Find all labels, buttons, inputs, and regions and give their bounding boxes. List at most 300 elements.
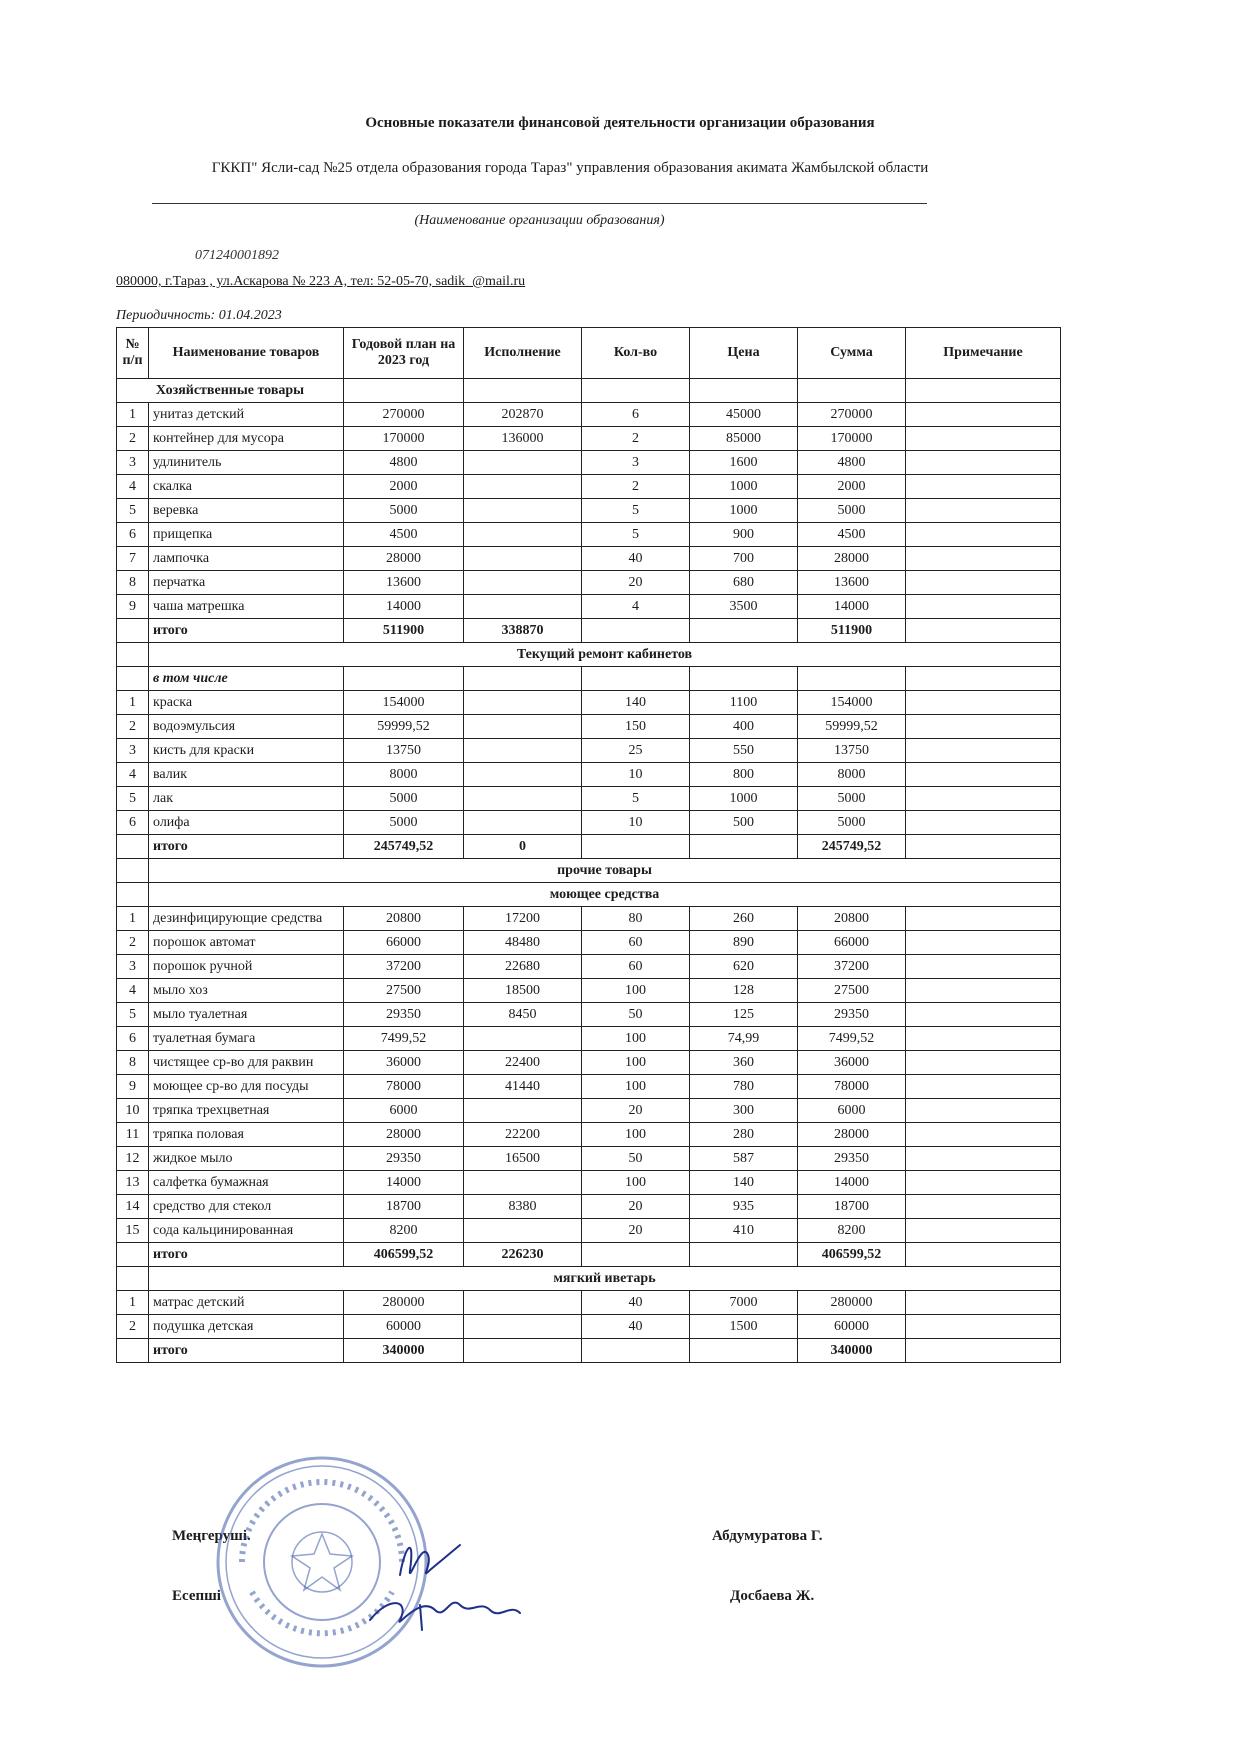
empty-cell [690,835,798,859]
empty-cell [798,379,906,403]
subsection-row [117,667,1061,691]
row-number: 9 [117,595,149,619]
price-value: 7000 [690,1291,798,1315]
item-name: олифа [149,811,344,835]
sum-value: 27500 [798,979,906,1003]
row-number: 12 [117,1147,149,1171]
execution-value [464,1339,582,1363]
item-name: матрас детский [149,1291,344,1315]
row-number: 1 [117,691,149,715]
empty-cell [117,859,149,883]
total-label: итого [149,1243,344,1267]
item-name: кисть для краски [149,739,344,763]
plan-value: 5000 [344,499,464,523]
sum-value: 7499,52 [798,1027,906,1051]
note-cell [906,1195,1061,1219]
empty-cell [117,835,149,859]
plan-value: 13600 [344,571,464,595]
row-number: 15 [117,1219,149,1243]
item-name: средство для стекол [149,1195,344,1219]
sum-value: 8000 [798,763,906,787]
section-row [117,883,1061,907]
quantity-value: 40 [582,1315,690,1339]
section-title: мягкий иветарь [149,1267,1061,1291]
table-row [117,1099,1061,1123]
item-name: краска [149,691,344,715]
execution-value [464,1315,582,1339]
table-row [117,763,1061,787]
price-value: 280 [690,1123,798,1147]
item-name: прищепка [149,523,344,547]
quantity-value: 6 [582,403,690,427]
plan-value: 406599,52 [344,1243,464,1267]
note-cell [906,1291,1061,1315]
quantity-value: 100 [582,1171,690,1195]
empty-cell [690,379,798,403]
item-name: контейнер для мусора [149,427,344,451]
execution-value: 338870 [464,619,582,643]
section-title: прочие товары [149,859,1061,883]
table-row [117,1147,1061,1171]
empty-cell [690,667,798,691]
quantity-value: 40 [582,547,690,571]
quantity-value: 5 [582,499,690,523]
price-value: 1600 [690,451,798,475]
empty-cell [582,379,690,403]
item-name: туалетная бумага [149,1027,344,1051]
table-row [117,1123,1061,1147]
table-row [117,955,1061,979]
item-name: веревка [149,499,344,523]
plan-value: 154000 [344,691,464,715]
plan-value: 14000 [344,1171,464,1195]
table-row [117,811,1061,835]
quantity-value: 60 [582,931,690,955]
sum-value: 20800 [798,907,906,931]
execution-value: 22200 [464,1123,582,1147]
note-cell [906,1171,1061,1195]
note-cell [906,571,1061,595]
row-number: 2 [117,715,149,739]
note-cell [906,955,1061,979]
director-label: Меңгеруші. [172,1528,251,1544]
row-number: 8 [117,571,149,595]
execution-value [464,499,582,523]
item-name: моющее ср-во для посуды [149,1075,344,1099]
plan-value: 59999,52 [344,715,464,739]
sum-value: 245749,52 [798,835,906,859]
execution-value: 22680 [464,955,582,979]
note-cell [906,931,1061,955]
column-header: Цена [690,328,798,379]
price-value: 500 [690,811,798,835]
item-name: чистящее ср-во для раквин [149,1051,344,1075]
plan-value: 14000 [344,595,464,619]
director-name: Абдумуратова Г. [712,1528,823,1544]
execution-value [464,571,582,595]
note-cell [906,451,1061,475]
empty-cell [464,667,582,691]
empty-cell [117,1267,149,1291]
sum-value: 340000 [798,1339,906,1363]
item-name: тряпка половая [149,1123,344,1147]
column-header: Годовой план на 2023 год [344,328,464,379]
quantity-value: 20 [582,1195,690,1219]
quantity-value: 20 [582,571,690,595]
plan-value: 170000 [344,427,464,451]
table-row [117,1219,1061,1243]
plan-value: 13750 [344,739,464,763]
empty-cell [464,379,582,403]
row-number: 3 [117,451,149,475]
plan-value: 7499,52 [344,1027,464,1051]
table-header-row [117,328,1061,379]
table-row [117,475,1061,499]
sum-value: 511900 [798,619,906,643]
organization-underline [152,203,927,204]
execution-value: 22400 [464,1051,582,1075]
note-cell [906,1219,1061,1243]
table-row [117,1171,1061,1195]
row-number: 6 [117,811,149,835]
total-row [117,835,1061,859]
column-header: Кол-во [582,328,690,379]
price-value: 780 [690,1075,798,1099]
section-title: Текущий ремонт кабинетов [149,643,1061,667]
table-row [117,787,1061,811]
price-value: 900 [690,523,798,547]
note-cell [906,403,1061,427]
price-value: 700 [690,547,798,571]
quantity-value: 100 [582,979,690,1003]
item-name: сода кальцинированная [149,1219,344,1243]
plan-value: 245749,52 [344,835,464,859]
table-row [117,571,1061,595]
document-title: Основные показатели финансовой деятельности организации образования [365,115,875,131]
quantity-value: 20 [582,1219,690,1243]
note-cell [906,1027,1061,1051]
note-cell [906,835,1061,859]
row-number: 11 [117,1123,149,1147]
row-number: 8 [117,1051,149,1075]
execution-value: 8450 [464,1003,582,1027]
empty-cell [344,379,464,403]
price-value: 1100 [690,691,798,715]
total-label: итого [149,1339,344,1363]
price-value: 800 [690,763,798,787]
sum-value: 6000 [798,1099,906,1123]
empty-cell [117,1339,149,1363]
plan-value: 8000 [344,763,464,787]
row-number: 6 [117,523,149,547]
quantity-value: 2 [582,475,690,499]
row-number: 3 [117,739,149,763]
note-cell [906,811,1061,835]
row-number: 6 [117,1027,149,1051]
price-value: 400 [690,715,798,739]
table-row [117,979,1061,1003]
plan-value: 270000 [344,403,464,427]
item-name: дезинфицирующие средства [149,907,344,931]
total-row [117,1339,1061,1363]
price-value: 260 [690,907,798,931]
empty-cell [117,643,149,667]
row-number: 2 [117,1315,149,1339]
plan-value: 36000 [344,1051,464,1075]
item-name: валик [149,763,344,787]
sum-value: 8200 [798,1219,906,1243]
accountant-name: Досбаева Ж. [730,1588,815,1604]
note-cell [906,1243,1061,1267]
sum-value: 28000 [798,1123,906,1147]
item-name: удлинитель [149,451,344,475]
row-number: 5 [117,499,149,523]
plan-value: 28000 [344,547,464,571]
table-row [117,1195,1061,1219]
plan-value: 18700 [344,1195,464,1219]
table-row [117,595,1061,619]
row-number: 2 [117,931,149,955]
item-name: мыло хоз [149,979,344,1003]
item-name: порошок ручной [149,955,344,979]
plan-value: 2000 [344,475,464,499]
row-number: 4 [117,763,149,787]
price-value: 1000 [690,475,798,499]
quantity-value: 50 [582,1003,690,1027]
item-name: водоэмульсия [149,715,344,739]
plan-value: 280000 [344,1291,464,1315]
price-value: 410 [690,1219,798,1243]
row-number: 14 [117,1195,149,1219]
row-number: 9 [117,1075,149,1099]
quantity-value: 150 [582,715,690,739]
empty-cell [344,667,464,691]
empty-cell [117,883,149,907]
empty-cell [582,1243,690,1267]
organization-name: ГККП" Ясли-сад №25 отдела образования города Тараз" управления образования акимата Жамбылской области [211,160,929,176]
plan-value: 27500 [344,979,464,1003]
signature-icon [360,1525,570,1635]
row-number: 7 [117,547,149,571]
quantity-value: 100 [582,1075,690,1099]
price-value: 300 [690,1099,798,1123]
quantity-value: 100 [582,1027,690,1051]
quantity-value: 25 [582,739,690,763]
execution-value [464,1291,582,1315]
table-body [117,379,1061,1363]
row-number: 4 [117,475,149,499]
price-value: 890 [690,931,798,955]
quantity-value: 40 [582,1291,690,1315]
price-value: 74,99 [690,1027,798,1051]
note-cell [906,979,1061,1003]
price-value: 85000 [690,427,798,451]
quantity-value: 5 [582,523,690,547]
table-row [117,691,1061,715]
row-number: 13 [117,1171,149,1195]
execution-value: 0 [464,835,582,859]
empty-cell [798,667,906,691]
execution-value [464,787,582,811]
item-name: жидкое мыло [149,1147,344,1171]
sum-value: 5000 [798,811,906,835]
item-name: тряпка трехцветная [149,1099,344,1123]
table-row [117,403,1061,427]
plan-value: 511900 [344,619,464,643]
item-name: чаша матрешка [149,595,344,619]
execution-value: 48480 [464,931,582,955]
quantity-value: 80 [582,907,690,931]
note-cell [906,787,1061,811]
price-value: 140 [690,1171,798,1195]
sum-value: 59999,52 [798,715,906,739]
sum-value: 170000 [798,427,906,451]
execution-value [464,1171,582,1195]
price-value: 620 [690,955,798,979]
quantity-value: 20 [582,1099,690,1123]
row-number: 1 [117,907,149,931]
note-cell [906,595,1061,619]
organization-caption: (Наименование организации образования) [414,213,665,228]
table-row [117,547,1061,571]
empty-cell [582,835,690,859]
table-row [117,523,1061,547]
plan-value: 5000 [344,787,464,811]
note-cell [906,763,1061,787]
table-row [117,427,1061,451]
plan-value: 78000 [344,1075,464,1099]
execution-value [464,523,582,547]
row-number: 5 [117,787,149,811]
sum-value: 4500 [798,523,906,547]
sum-value: 18700 [798,1195,906,1219]
price-value: 128 [690,979,798,1003]
plan-value: 37200 [344,955,464,979]
table-row [117,1027,1061,1051]
column-header: Сумма [798,328,906,379]
plan-value: 340000 [344,1339,464,1363]
column-header: Наименование товаров [149,328,344,379]
row-number: 1 [117,403,149,427]
empty-cell [690,619,798,643]
plan-value: 4500 [344,523,464,547]
note-cell [906,691,1061,715]
price-value: 1500 [690,1315,798,1339]
price-value: 935 [690,1195,798,1219]
table-row [117,451,1061,475]
item-name: лампочка [149,547,344,571]
note-cell [906,907,1061,931]
table-row [117,1291,1061,1315]
item-name: скалка [149,475,344,499]
note-cell [906,427,1061,451]
sum-value: 4800 [798,451,906,475]
section-title: моющее средства [149,883,1061,907]
empty-cell [117,619,149,643]
plan-value: 5000 [344,811,464,835]
note-cell [906,1147,1061,1171]
sum-value: 78000 [798,1075,906,1099]
quantity-value: 100 [582,1051,690,1075]
execution-value: 226230 [464,1243,582,1267]
empty-cell [582,1339,690,1363]
plan-value: 8200 [344,1219,464,1243]
organization-bin: 071240001892 [195,248,279,263]
plan-value: 6000 [344,1099,464,1123]
execution-value: 41440 [464,1075,582,1099]
total-label: итого [149,835,344,859]
table-row [117,1315,1061,1339]
execution-value: 8380 [464,1195,582,1219]
quantity-value: 5 [582,787,690,811]
item-name: перчатка [149,571,344,595]
empty-cell [582,667,690,691]
execution-value: 136000 [464,427,582,451]
plan-value: 20800 [344,907,464,931]
section-row [117,859,1061,883]
quantity-value: 4 [582,595,690,619]
quantity-value: 60 [582,955,690,979]
sum-value: 29350 [798,1003,906,1027]
price-value: 125 [690,1003,798,1027]
empty-cell [117,1243,149,1267]
note-cell [906,475,1061,499]
table-row [117,1003,1061,1027]
item-name: мыло туалетная [149,1003,344,1027]
empty-cell [690,1243,798,1267]
price-value: 1000 [690,499,798,523]
note-cell [906,739,1061,763]
table-row [117,931,1061,955]
execution-value [464,691,582,715]
execution-value [464,1219,582,1243]
price-value: 680 [690,571,798,595]
item-name: унитаз детский [149,403,344,427]
empty-cell [906,379,1061,403]
column-header: Исполнение [464,328,582,379]
price-value: 3500 [690,595,798,619]
row-number: 4 [117,979,149,1003]
section-title: Хозяйственные товары [117,379,344,403]
execution-value [464,451,582,475]
note-cell [906,1075,1061,1099]
execution-value [464,475,582,499]
note-cell [906,1123,1061,1147]
column-header: Примечание [906,328,1061,379]
note-cell [906,523,1061,547]
section-row [117,379,1061,403]
note-cell [906,619,1061,643]
execution-value: 16500 [464,1147,582,1171]
execution-value [464,739,582,763]
sum-value: 280000 [798,1291,906,1315]
total-row [117,619,1061,643]
plan-value: 66000 [344,931,464,955]
execution-value [464,763,582,787]
accountant-label: Есепші [172,1588,221,1604]
plan-value: 60000 [344,1315,464,1339]
price-value: 550 [690,739,798,763]
row-number: 1 [117,1291,149,1315]
quantity-value: 50 [582,1147,690,1171]
sum-value: 14000 [798,1171,906,1195]
execution-value: 202870 [464,403,582,427]
sum-value: 406599,52 [798,1243,906,1267]
item-name: лак [149,787,344,811]
item-name: порошок автомат [149,931,344,955]
subsection-title: в том числе [149,667,344,691]
sum-value: 66000 [798,931,906,955]
